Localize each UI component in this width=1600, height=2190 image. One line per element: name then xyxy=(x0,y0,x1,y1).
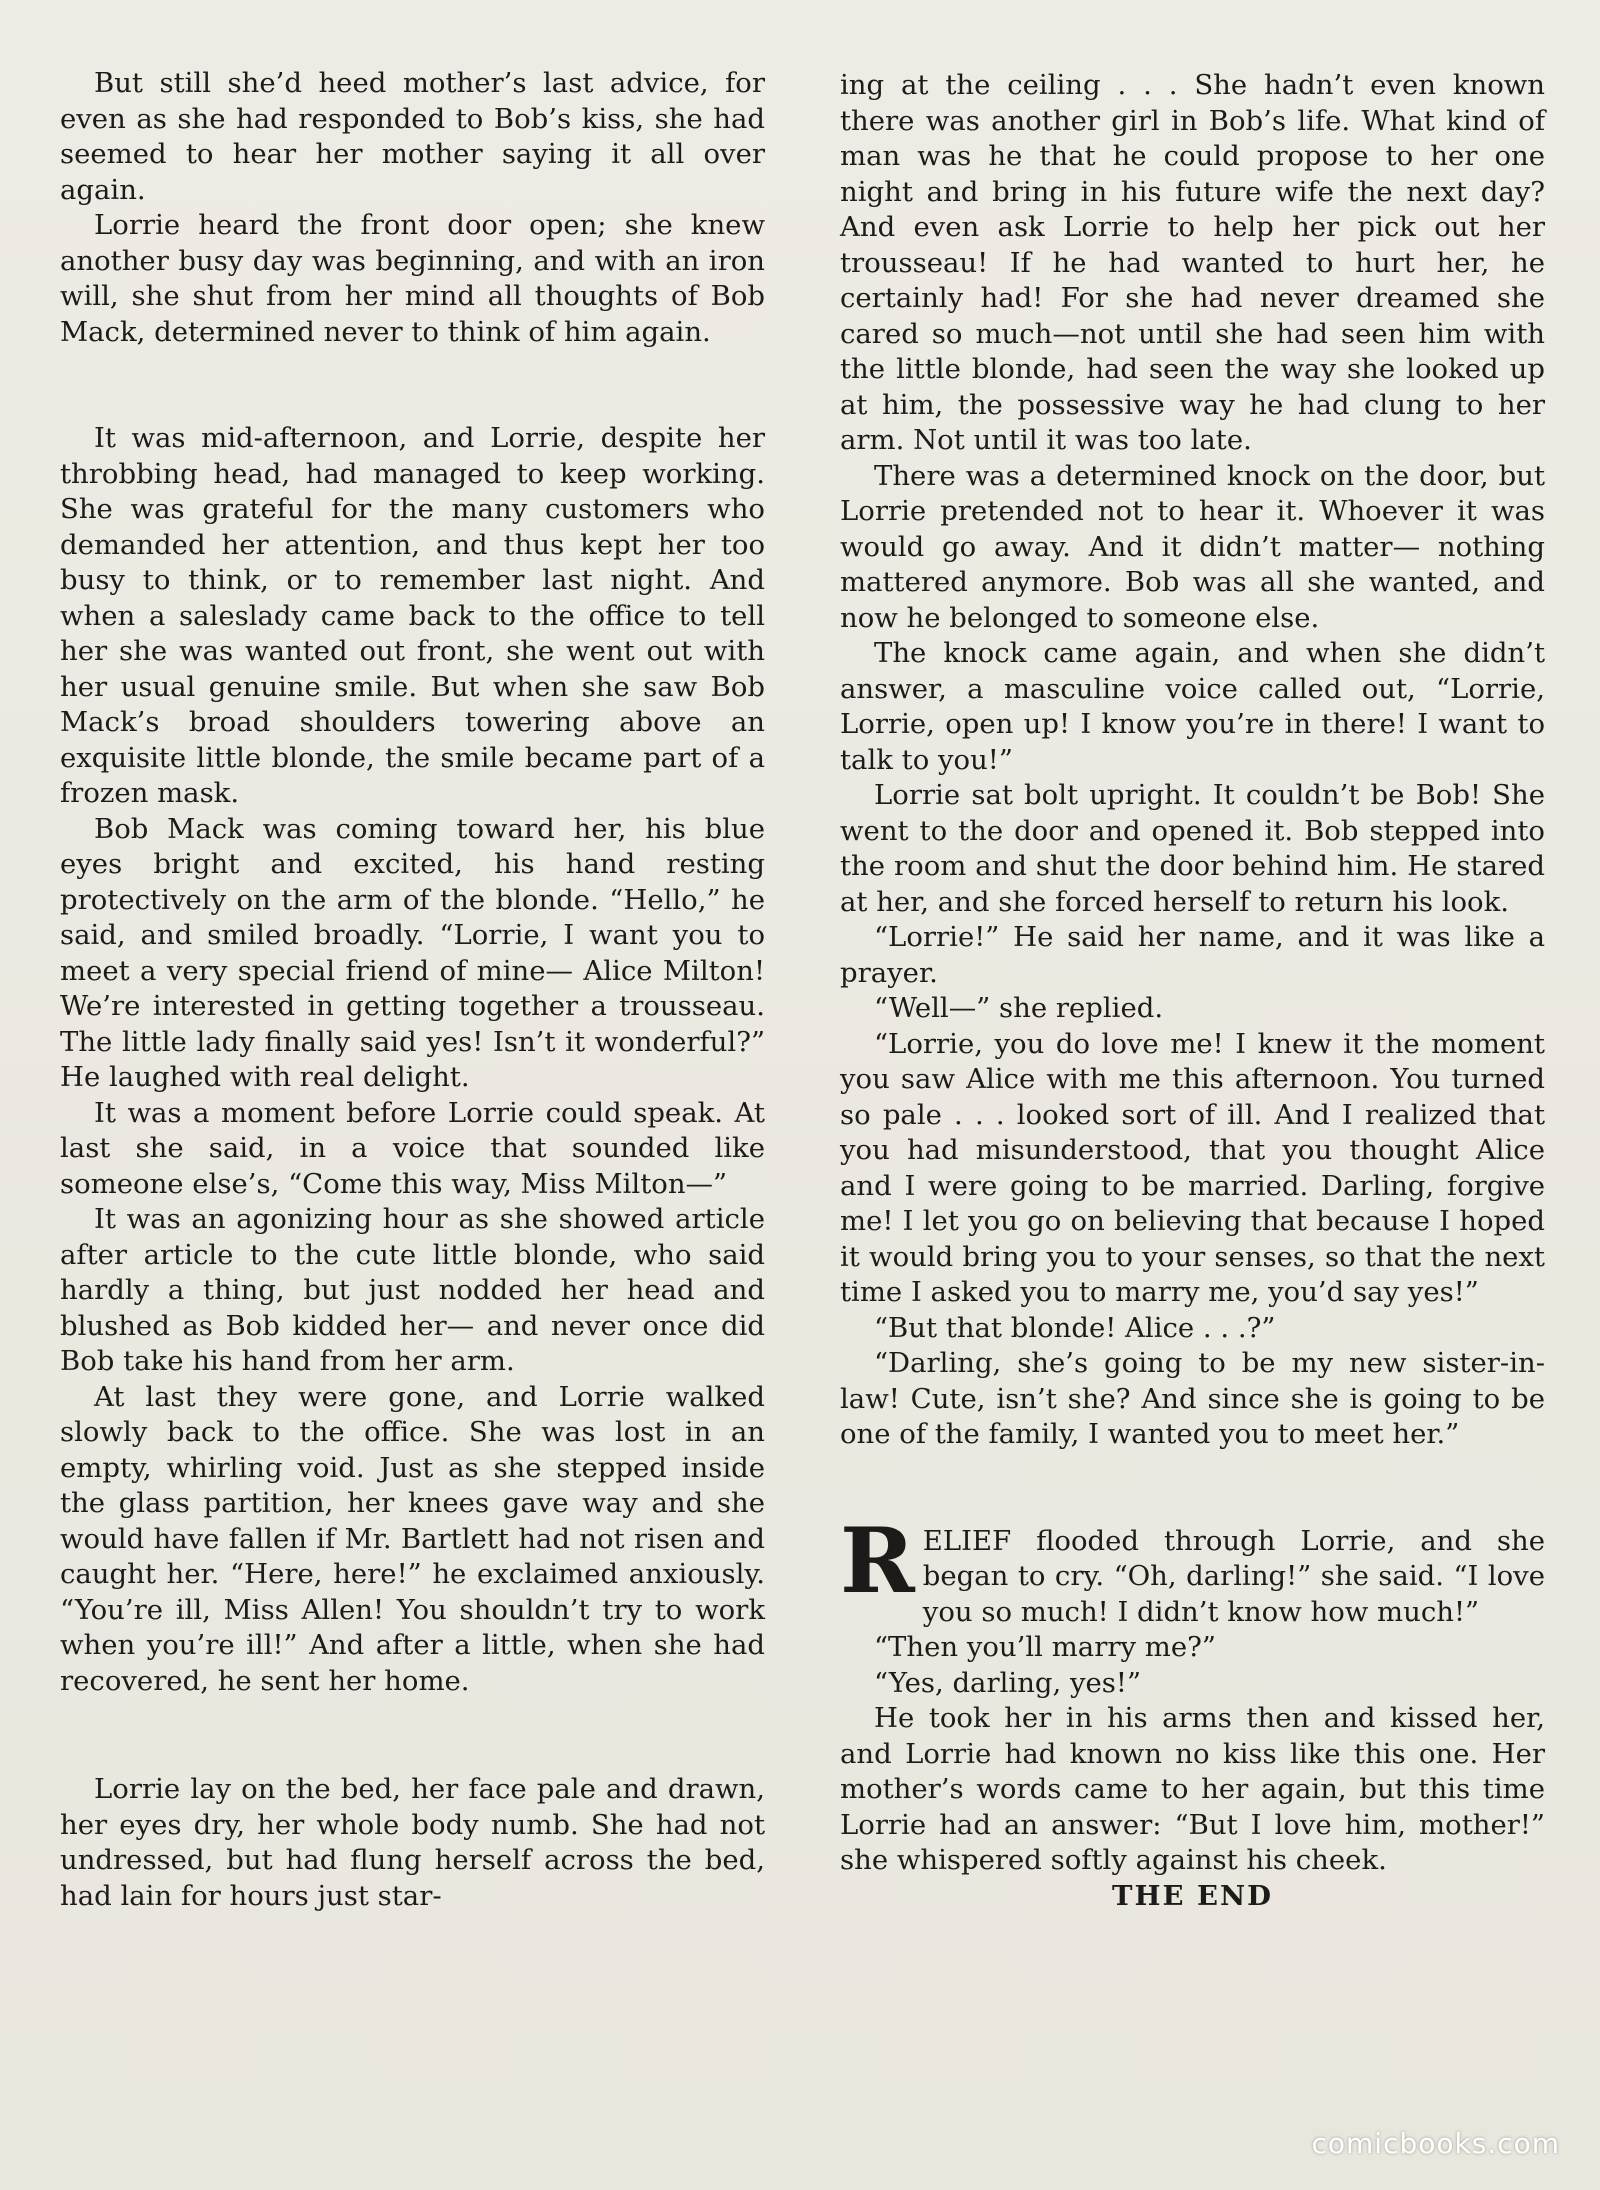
paragraph: “Lorrie!” He said her name, and it was like a prayer. xyxy=(840,921,1545,989)
paragraph: Bob Mack was coming toward her, his blue eyes bright and excited, his hand resting protectively on the arm of the blonde. “Hello,” he said, and smiled broadly. “Lorrie, I want you to meet a very special friend of mine— Alice Milton! We’re interested in getting together a trousseau. The little lady finally said yes! Isn’t it wonderful?” He laughed with real delight. xyxy=(60,812,765,1093)
paragraph: It was mid-afternoon, and Lorrie, despite her throbbing head, had managed to keep working. She was grateful for the many customers who demanded her attention, and thus kept her too busy to think, or to remember last night. And when a saleslady came back to the office to tell her she was wanted out front, she went out with her usual genuine smile. But when she saw Bob Mack’s broad shoulders towering above an exquisite little blonde, the smile became part of a frozen mask. xyxy=(60,422,765,809)
dropcap-paragraph-text: ELIEF flooded through Lorrie, and she began to cry. “Oh, darling!” she said. “I love you so much! I didn’t know how much!” xyxy=(922,1524,1545,1628)
paragraph: “Yes, darling, yes!” xyxy=(874,1666,1142,1699)
paragraph: “Then you’ll marry me?” xyxy=(874,1631,1216,1663)
site-watermark: comicbooks.com xyxy=(1311,2127,1560,2160)
right-text-column xyxy=(840,68,1545,1914)
paragraph: There was a determined knock on the door, but Lorrie pretended not to hear it. Whoever it was would go away. And it didn’t matter— nothing mattered anymore. Bob was all she wanted, and now he belonged to someone else. xyxy=(840,459,1545,634)
paragraph: “Darling, she’s going to be my new sister-in-law! Cute, isn’t she? And since she is going to be one of the family, I wanted you to meet her.” xyxy=(840,1347,1545,1450)
paragraph: It was a moment before Lorrie could speak. At last she said, in a voice that sounded like someone else’s, “Come this way, Miss Milton—” xyxy=(60,1096,765,1200)
dropcap-paragraph xyxy=(840,1507,1545,1631)
left-text-column xyxy=(60,66,765,1914)
the-end-heading: THE END xyxy=(1112,1879,1273,1912)
drop-cap-letter: R xyxy=(840,1507,915,1614)
paragraph-continuation: ing at the ceiling . . . She hadn’t even known there was another girl in Bob’s life. What kind of man was he that he could propose to her one night and bring in his future wife the next day? And even ask Lorrie to help her pick out her trousseau! If he had wanted to hurt her, he certainly had! For she had never dreamed she cared so much—not until she had seen him with the little blonde, had seen the way she looked up at him, the possessive way he had clung to her arm. Not until it was too late. xyxy=(840,69,1545,456)
paragraph: It was an agonizing hour as she showed article after article to the cute little blonde, who said hardly a thing, but just nodded her head and blushed as Bob kidded her— and never once did Bob take his hand from her arm. xyxy=(60,1203,765,1377)
paragraph: He took her in his arms then and kissed her, and Lorrie had known no kiss like this one. Her mother’s words came to her again, but this time Lorrie had an answer: “But I love him, mother!” she whispered softly against his cheek. xyxy=(840,1702,1545,1876)
paragraph: “Well—” she replied. xyxy=(874,992,1164,1024)
paragraph: Lorrie sat bolt upright. It couldn’t be Bob! She went to the door and opened it. Bob stepped into the room and shut the door behind him. He stared at her, and she forced herself to return his look. xyxy=(840,779,1545,918)
paragraph: At last they were gone, and Lorrie walked slowly back to the office. She was lost in an empty, whirling void. Just as she stepped inside the glass partition, her knees gave way and she would have fallen if Mr. Bartlett had not risen and caught her. “Here, here!” he exclaimed anxiously. “You’re ill, Miss Allen! You shouldn’t try to work when you’re ill!” And after a little, when she had recovered, he sent her home. xyxy=(60,1380,765,1697)
paragraph: Lorrie lay on the bed, her face pale and drawn, her eyes dry, her whole body numb. She had not undressed, but had flung herself across the bed, had lain for hours just star- xyxy=(60,1773,765,1912)
paragraph: The knock came again, and when she didn’t answer, a masculine voice called out, “Lorrie, Lorrie, open up! I know you’re in there! I want to talk to you!” xyxy=(840,637,1545,776)
paragraph: “Lorrie, you do love me! I knew it the moment you saw Alice with me this afternoon. You turned so pale . . . looked sort of ill. And I realized that you had misunderstood, that you thought Alice and I were going to be married. Darling, forgive me! I let you go on believing that because I hoped it would bring you to your senses, so that the next time I asked you to marry me, you’d say yes!” xyxy=(840,1027,1545,1308)
paragraph: “But that blonde! Alice . . .?” xyxy=(874,1311,1276,1344)
paragraph: But still she’d heed mother’s last advice, for even as she had responded to Bob’s kiss, she had seemed to hear her mother saying it all over again. xyxy=(60,67,765,206)
paragraph: Lorrie heard the front door open; she knew another busy day was beginning, and with an iron will, she shut from her mind all thoughts of Bob Mack, determined never to think of him again. xyxy=(60,209,765,348)
